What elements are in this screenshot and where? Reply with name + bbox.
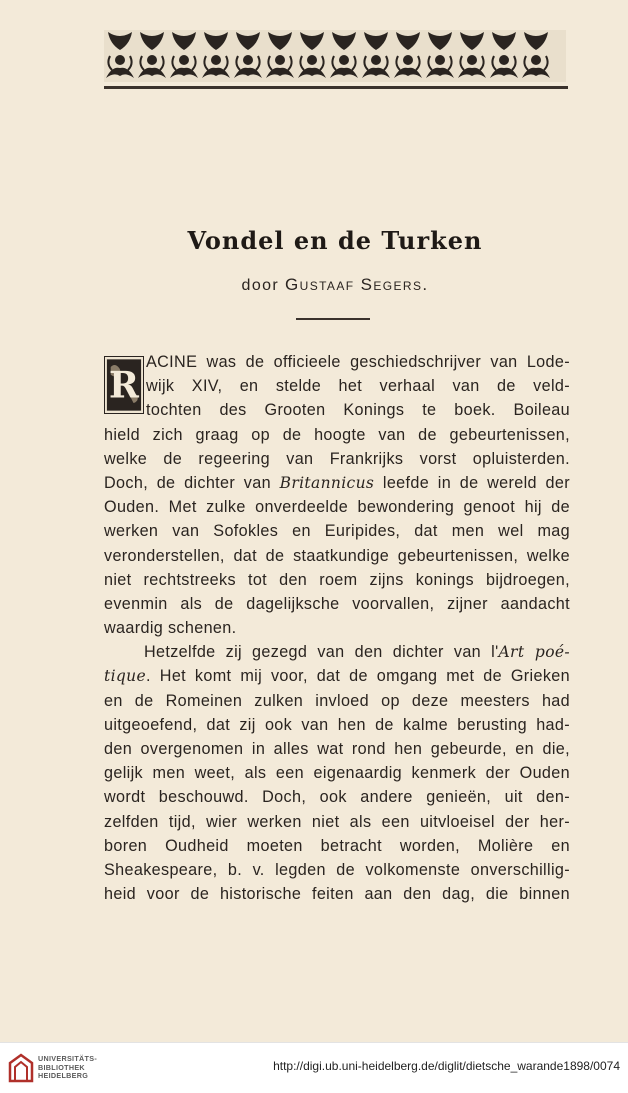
text-line: [104, 664, 570, 688]
text-line: niet rechtstreeks tot den roem zijns konings bijdroegen,: [104, 570, 570, 589]
text-line: heid voor de historische feiten aan den dag, die binnen: [104, 885, 570, 904]
italic-title: Art poé-: [498, 643, 570, 662]
title-rule: [296, 318, 370, 320]
footer-bar: [0, 1042, 628, 1093]
text-line: evenmin als de dagelijksche voorvallen, zijner aandacht: [104, 594, 570, 613]
text-line: tochten des Grooten Konings te boek. Boileau: [146, 401, 570, 420]
library-name-line: BIBLIOTHEK: [38, 1062, 85, 1072]
library-name: [38, 1055, 97, 1081]
text-segment: leefde in de wereld der: [374, 473, 570, 492]
library-name-line: HEIDELBERG: [38, 1071, 89, 1081]
text-line: Ouden. Met zulke onverdeelde bewondering genoot hij de: [104, 498, 570, 517]
drop-cap-ornament: [105, 357, 143, 413]
text-segment: Hetzelfde zij gezegd van den dichter van l': [144, 643, 499, 662]
floral-ornament-band: [104, 30, 566, 82]
article-body: [104, 350, 570, 906]
library-logo-icon: [8, 1053, 34, 1083]
italic-title: Britannicus: [279, 473, 375, 492]
text-line: ACINE was de officieele geschiedschrijver van Lode-: [146, 353, 570, 371]
byline-author: Gustaaf Segers.: [285, 275, 429, 294]
text-line: gelijk men weet, als een eigenaardig kenmerk der Ouden: [104, 764, 570, 783]
byline: [0, 275, 628, 295]
text-line: [104, 471, 570, 495]
source-url-link[interactable]: http://digi.ub.uni-heidelberg.de/diglit/dietsche_warande1898/0074: [273, 1059, 620, 1073]
drop-cap-letter: R: [108, 363, 140, 407]
text-line: veronderstellen, dat de staatkundige gebeurtenissen, welke: [104, 546, 570, 565]
text-line: boren Oudheid moeten betracht worden, Molière en: [104, 836, 570, 855]
text-line: en de Romeinen zulken invloed op deze meesters had: [104, 691, 570, 710]
text-line: uitgeoefend, dat zij ook van hen de kalme berusting had-: [104, 715, 570, 734]
italic-title: tique: [104, 667, 147, 686]
text-line: hield zich graag op de hoogte van de gebeurtenissen,: [104, 425, 570, 444]
text-line: den overgenomen in alles wat rond hen gebeurde, en die,: [104, 740, 570, 758]
text-segment: . Het komt mij voor, dat de omgang met de Grieken: [146, 667, 570, 686]
text-line: werken van Sofokles en Euripides, dat men wel mag: [104, 522, 570, 541]
header-rule: [104, 86, 568, 89]
text-line: welke de regeering van Frankrijks vorst opluisterden.: [104, 449, 570, 468]
text-line: wordt beschouwd. Doch, ook andere genieën, uit den-: [104, 788, 570, 807]
text-segment: Doch, de dichter van: [104, 473, 280, 492]
library-name-line: UNIVERSITÄTS-: [38, 1054, 98, 1063]
article-title: Vondel en de Turken: [187, 226, 483, 255]
text-line: zelfden tijd, wier werken niet als een uitvloeisel der her-: [104, 812, 570, 831]
byline-prefix: door: [241, 277, 280, 294]
drop-cap: [104, 356, 144, 414]
text-line: waardig schenen.: [104, 619, 237, 638]
text-line: wijk XIV, en stelde het verhaal van de veld-: [146, 377, 570, 396]
text-line: [104, 640, 570, 664]
text-line: Sheakespeare, b. v. legden de volkomenste onverschillig-: [104, 860, 570, 879]
